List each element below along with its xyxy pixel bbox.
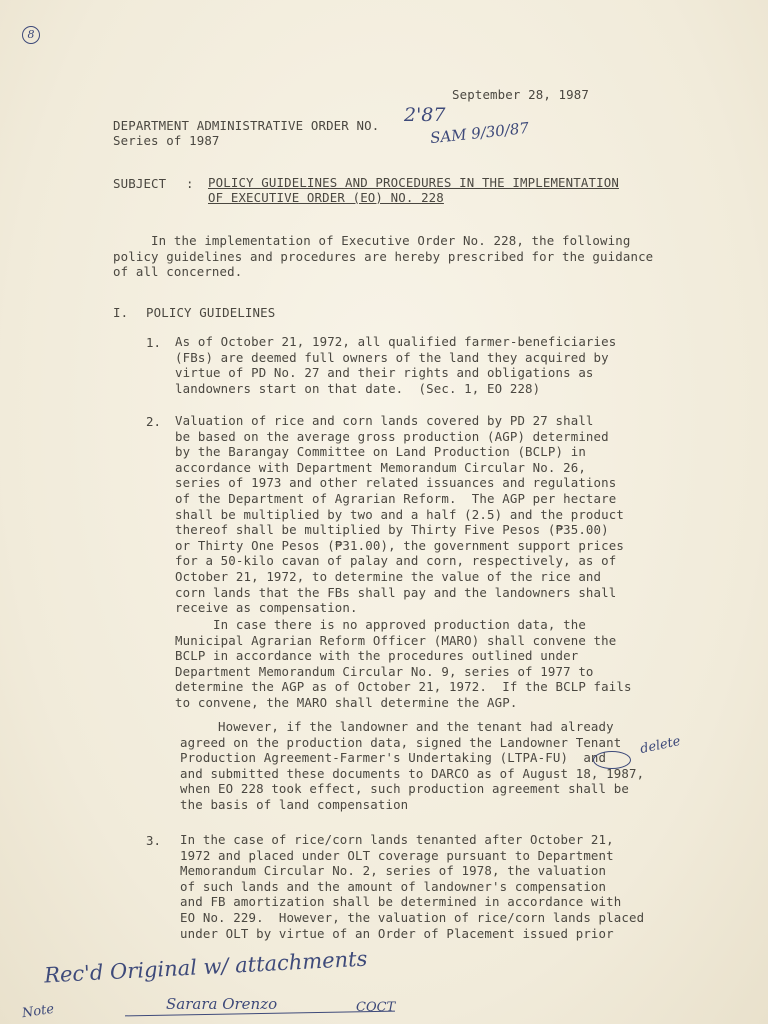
intro-paragraph: In the implementation of Executive Order No. 228, the following policy guidelines and procedures are hereby prescribed for the guidance of all concerned. — [113, 233, 654, 280]
page-number-marker: 8 — [22, 26, 40, 44]
item-2-paragraph-2: In case there is no approved production data, the Municipal Agrarian Reform Officer (MARO) shall convene the BCLP in accordance with the procedures outlined under Department Memorandum Circular No. 9, series of 1977 to determine the AGP as of October 21, 1972. If the BCLP fails to convene, the MARO shall determine the AGP. — [175, 617, 632, 710]
section-numeral: I. — [113, 305, 129, 320]
handwritten-margin-note: Note — [21, 1001, 56, 1022]
item-3-text: In the case of rice/corn lands tenanted after October 21, 1972 and placed under OLT coverage pursuant to Department Memorandum Circular No. 2, series of 1978, the valuation of such lands and the amount of landowner's compensation and FB amortization shall be determined in accordance with EO No. 229. However, the valuation of rice/corn lands placed under OLT by virtue of an Order of Placement issued prior — [180, 832, 645, 941]
subject-line-1: POLICY GUIDELINES AND PROCEDURES IN THE IMPLEMENTATION — [208, 175, 619, 190]
item-1-number: 1. — [146, 335, 161, 350]
subject-line-2: OF EXECUTIVE ORDER (EO) NO. 228 — [208, 190, 444, 205]
item-1-text: As of October 21, 1972, all qualified farmer-beneficiaries (FBs) are deemed full owners of the land they acquired by virtue of PD No. 27 and their rights and obligations as landowners start on that date. (Sec. 1, EO 228) — [175, 334, 617, 396]
subject-colon: : — [186, 176, 194, 191]
order-title: DEPARTMENT ADMINISTRATIVE ORDER NO. — [113, 118, 380, 133]
handwritten-initials-date: SAM 9/30/87 — [429, 118, 530, 148]
delete-circle-mark — [593, 751, 631, 769]
item-2-text: Valuation of rice and corn lands covered by PD 27 shall be based on the average gross production (AGP) determined by the Barangay Committee on Land Production (BCLP) in accordance with Department Memorandum Circular No. 26, series of 1973 and other related issuances and regulations of the Department of Agrarian Reform. The AGP per hectare shall be multiplied by two and a half (2.5) and the product thereof shall be multiplied by Thirty Five Pesos (₱35.00) or Thirty One Pesos (₱31.00), the government support prices for a 50-kilo cavan of palay and corn, respectively, as of October 21, 1972, to determine the value of the rice and corn lands that the FBs shall pay and the landowners shall receive as compensation. — [175, 413, 624, 616]
item-2-number: 2. — [146, 414, 161, 429]
handwritten-received-note: Rec'd Original w/ attachments — [43, 946, 368, 988]
handwritten-signature-suffix: COCT — [356, 1000, 396, 1015]
order-series: Series of 1987 — [113, 133, 220, 148]
section-heading: POLICY GUIDELINES — [146, 305, 276, 320]
item-2-paragraph-3: However, if the landowner and the tenant had already agreed on the production data, signed the Landowner Tenant Production Agreement-Farmer's Undertaking (LTPA-FU) and and submitted these documents to DARCO as of August 18, 1987, when EO 228 took effect, such production agreement shall be the basis of land compensation — [180, 719, 645, 812]
subject-label: SUBJECT — [113, 176, 167, 191]
handwritten-order-number: 2'87 — [404, 104, 446, 126]
item-3-number: 3. — [146, 833, 161, 848]
document-date: September 28, 1987 — [452, 87, 589, 102]
handwritten-delete-note: delete — [638, 733, 682, 758]
handwritten-signature: Sarara Orenzo — [166, 995, 278, 1013]
